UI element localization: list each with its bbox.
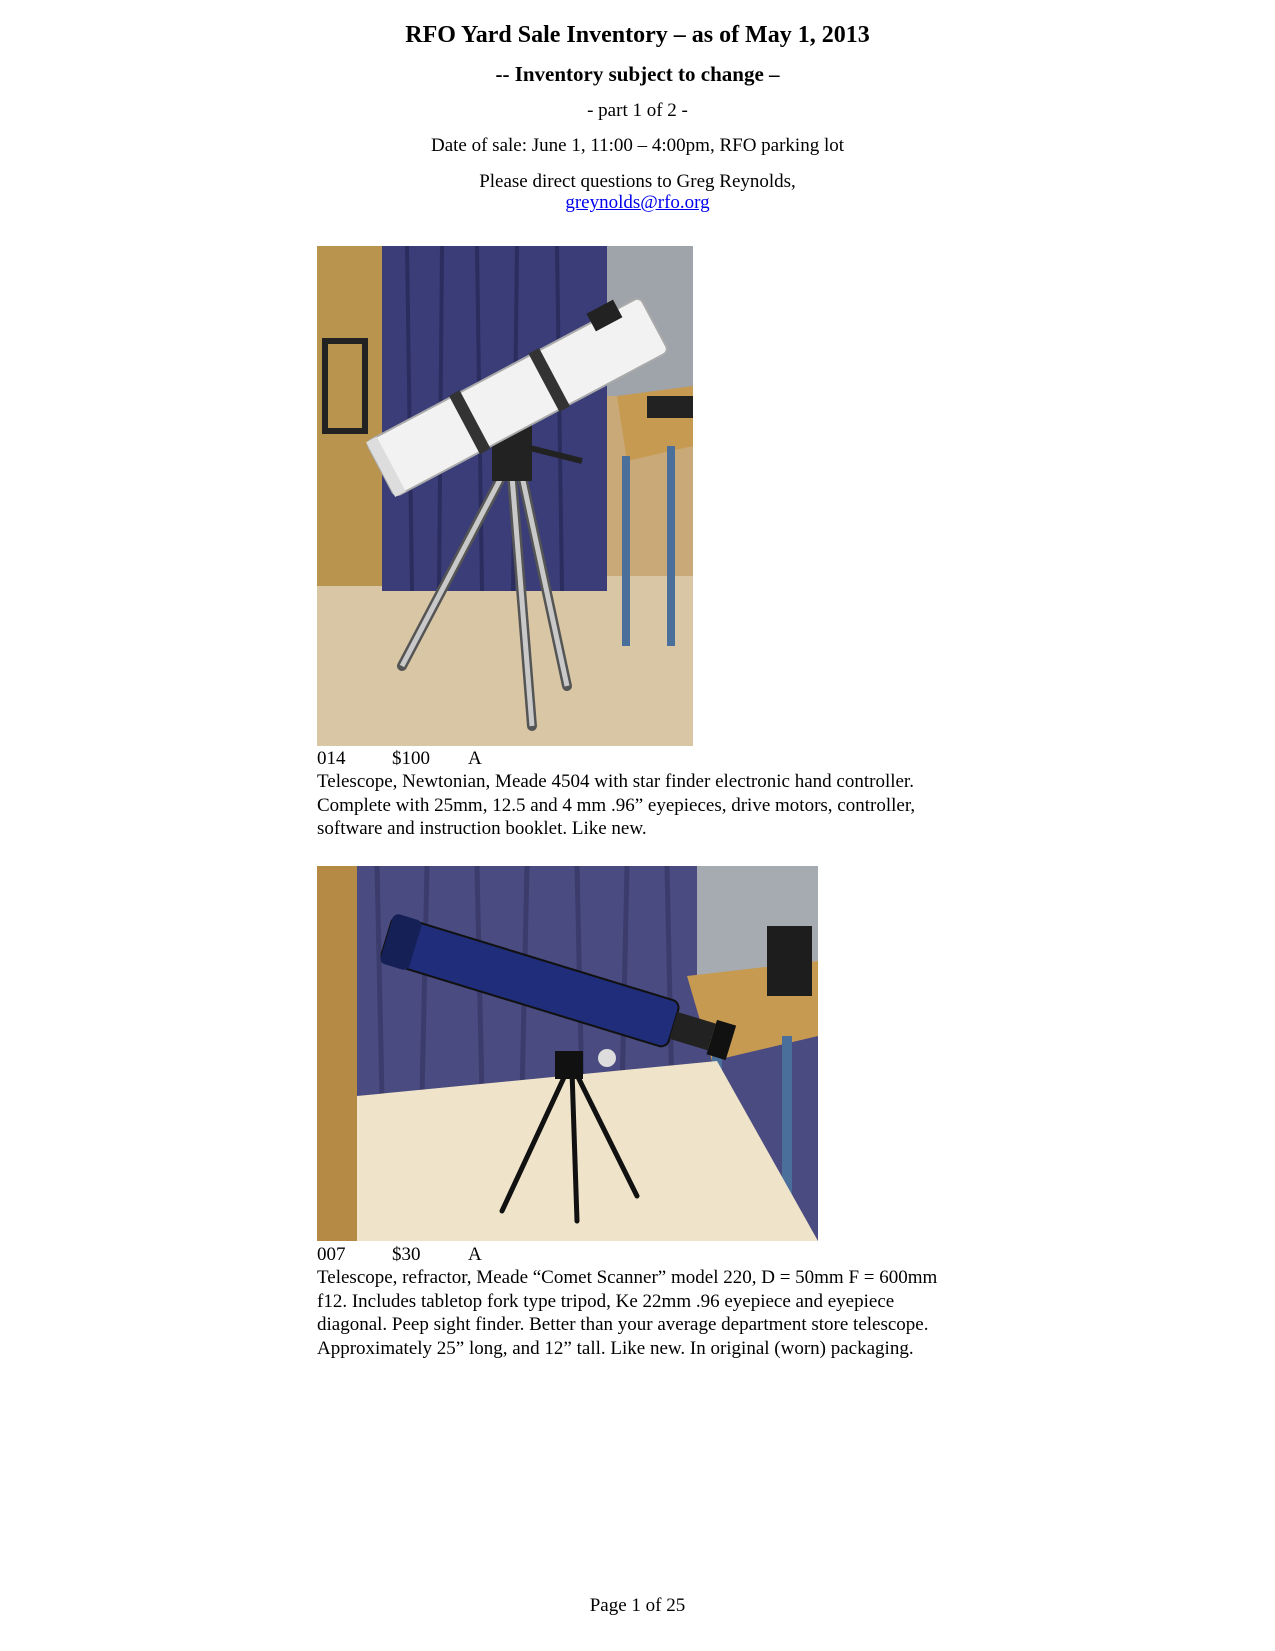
item-grade: A [468, 748, 482, 769]
part-indicator: - part 1 of 2 - [587, 100, 688, 121]
document-subtitle: -- Inventory subject to change – [495, 62, 780, 86]
item-number: 014 [317, 748, 346, 769]
item-007-photo [317, 866, 818, 1241]
contact-email-link[interactable]: greynolds@rfo.org [565, 192, 710, 213]
document-title: RFO Yard Sale Inventory – as of May 1, 2013 [405, 22, 870, 48]
sale-date-line: Date of sale: June 1, 11:00 – 4:00pm, RFO parking lot [430, 135, 845, 156]
item-number: 007 [317, 1244, 346, 1265]
item-014-photo [317, 246, 693, 746]
item-014-description: Telescope, Newtonian, Meade 4504 with star finder electronic hand controller. Complete with 25mm, 12.5 and 4 mm .96” eyepieces, drive motors, controller, software and instruction booklet. Like new. [317, 771, 916, 839]
page-number: Page 1 of 25 [589, 1595, 686, 1616]
item-grade: A [468, 1244, 482, 1265]
item-price: $100 [392, 748, 430, 769]
item-007-description: Telescope, refractor, Meade “Comet Scanner” model 220, D = 50mm F = 600mm f12. Includes tabletop fork type tripod, Ke 22mm .96 eyepiece and eyepiece diagonal. Peep sight finder. Better than your average department store telescope. Approximately 25” long, and 12” tall. Like new. In original (worn) packaging. [317, 1267, 938, 1359]
contact-line: Please direct questions to Greg Reynolds, [479, 171, 796, 192]
item-price: $30 [392, 1244, 421, 1265]
